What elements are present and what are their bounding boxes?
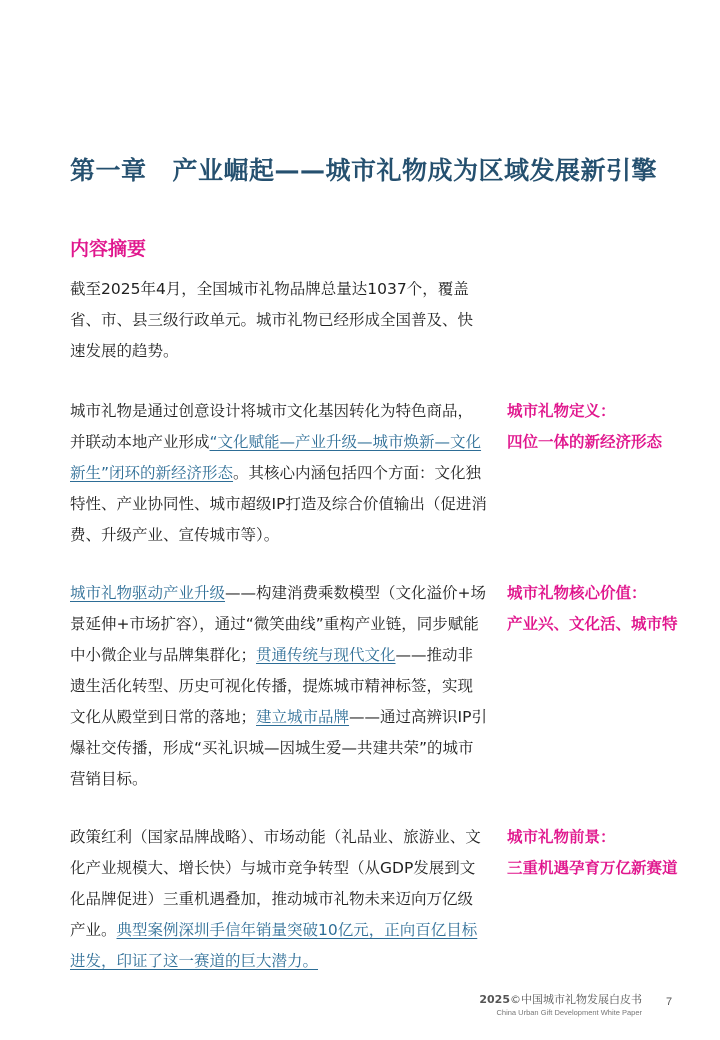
definition-text-2: 。其核心内涵包括四个方面：文化独特性、产业协同性、城市超级IP打造及综合价值输出（促进消费、升级产业、宣传城市等）。 — [70, 464, 487, 544]
summary-paragraph-outlook — [70, 822, 488, 977]
outlook-text-1: 政策红利（国家品牌战略）、市场动能（礼品业、旅游业、文化产业规模大、增长快）与城市竞争转型（从GDP发展到文化品牌促进）三重机遇叠加，推动城市礼物未来迈向万亿级产业。 — [70, 828, 481, 939]
summary-paragraph-value — [70, 578, 488, 795]
side-note-outlook-title: 城市礼物前景： — [507, 828, 616, 846]
side-note-outlook-body: 三重机遇孕育万亿新赛道 — [507, 859, 678, 877]
value-highlight-link-1[interactable]: 城市礼物驱动产业升级 — [70, 584, 226, 602]
value-text-1: ——构建消费乘数模型（文化溢价+场景延伸+市场扩容），通过“微笑曲线”重构产业链，同步赋能中小微企业与品牌集群化； — [70, 584, 487, 664]
value-highlight-link-3[interactable]: 建立城市品牌 — [256, 708, 350, 726]
footer-title — [479, 992, 642, 1007]
side-note-core-value-body: 产业兴、文化活、城市特 — [507, 615, 678, 633]
summary-paragraph-definition — [70, 396, 488, 551]
side-note-outlook — [507, 822, 707, 884]
side-note-definition — [507, 396, 707, 458]
footer-year: 2025 — [479, 993, 510, 1006]
chapter-label: 第一章 — [70, 156, 147, 185]
footer-book-title: ©中国城市礼物发展白皮书 — [510, 993, 642, 1006]
value-text-2: ——推动非遗生活化转型、历史可视化传播，提炼城市精神标签，实现文化从殿堂到日常的落地； — [70, 646, 474, 726]
chapter-heading: 产业崛起——城市礼物成为区域发展新引擎 — [172, 156, 658, 185]
side-note-definition-title: 城市礼物定义： — [507, 402, 616, 420]
outlook-highlight-link[interactable]: 典型案例深圳手信年销量突破10亿元，正向百亿目标进发，印证了这一赛道的巨大潜力。 — [70, 921, 478, 970]
value-highlight-link-2[interactable]: 贯通传统与现代文化 — [256, 646, 396, 664]
summary-paragraph-coverage: 截至2025年4月，全国城市礼物品牌总量达1037个，覆盖省、市、县三级行政单元。城市礼物已经形成全国普及、快速发展的趋势。 — [70, 280, 474, 360]
definition-text-1: 城市礼物是通过创意设计将城市文化基因转化为特色商品，并联动本地产业形成 — [70, 402, 474, 451]
side-note-core-value — [507, 578, 707, 640]
side-note-definition-body: 四位一体的新经济形态 — [507, 433, 663, 451]
page-number: 7 — [666, 996, 673, 1008]
page-footer — [479, 992, 642, 1018]
definition-highlight-link[interactable]: “文化赋能—产业升级—城市焕新—文化新生”闭环的新经济形态 — [70, 433, 482, 482]
side-note-core-value-title: 城市礼物核心价值： — [507, 584, 647, 602]
value-text-3: ——通过高辨识IP引爆社交传播，形成“买礼识城—因城生爱—共建共荣”的城市营销目标。 — [70, 708, 487, 788]
summary-heading: 内容摘要 — [70, 238, 147, 260]
chapter-title — [70, 153, 690, 189]
footer-subtitle: China Urban Gift Development White Paper — [496, 1008, 642, 1017]
